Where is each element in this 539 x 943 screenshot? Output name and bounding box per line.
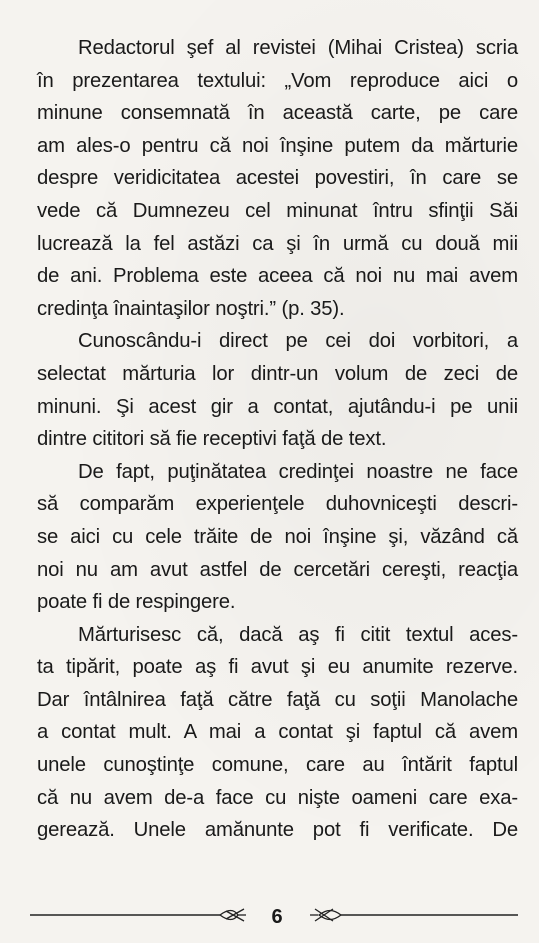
text-line: De fapt, puţinătatea credinţei noastre ne face xyxy=(78,460,518,483)
text-line: Cunoscându-i direct pe cei doi vorbitori, a xyxy=(78,330,518,353)
text-line: a contat mult. A mai a contat şi faptul că avem xyxy=(37,721,518,744)
text-line: minune consemnată în această carte, pe care xyxy=(37,102,518,125)
ornament-left-icon xyxy=(220,909,246,921)
text-line: vede că Dumnezeu cel minunat întru sfinţii Săi xyxy=(37,199,518,222)
text-line: poate fi de respingere. xyxy=(37,591,236,614)
paragraph-3 xyxy=(37,456,518,619)
text-line: să comparăm experienţele duhovniceşti descri- xyxy=(37,493,518,516)
text-line: se aici cu cele trăite de noi înşine şi, văzând că xyxy=(37,525,518,548)
paragraph-4 xyxy=(37,619,518,847)
text-line: gerează. Unele amănunte pot fi verificate. De xyxy=(37,819,518,842)
paragraph-2 xyxy=(37,325,518,455)
text-line: am ales-o pentru că noi înşine putem da mărturie xyxy=(37,134,518,157)
text-line: ta tipărit, poate aş fi avut şi eu anumite rezerve. xyxy=(37,656,518,679)
text-line: noi nu am avut astfel de cercetări cereşti, reacţia xyxy=(37,558,518,581)
ornament-right-icon xyxy=(310,909,341,921)
text-line: dintre cititori să fie receptivi faţă de text. xyxy=(37,428,387,451)
text-line: selectat mărturia lor dintr-un volum de zeci de xyxy=(37,362,518,385)
text-line: Mărturisesc că, dacă aş fi citit textul aces- xyxy=(78,623,518,646)
text-line: despre veridicitatea acestei povestiri, în care se xyxy=(37,167,518,190)
text-line: minuni. Şi acest gir a contat, ajutându-i pe unii xyxy=(37,395,518,418)
page-number: 6 xyxy=(271,906,283,928)
text-line: lucrează la fel astăzi ca şi în urmă cu două mii xyxy=(37,232,518,255)
paragraph-1 xyxy=(37,32,518,325)
text-line: în prezentarea textului: „Vom reproduce aici o xyxy=(37,69,518,92)
text-line: că nu avem de-a face cu nişte oameni care exa- xyxy=(37,786,518,809)
text-line: de ani. Problema este aceea că noi nu mai avem xyxy=(37,265,518,288)
text-line: Dar întâlnirea faţă către faţă cu soţii Manolache xyxy=(37,688,518,711)
body-text xyxy=(37,32,518,847)
text-line: credinţa înaintaşilor noştri.” (p. 35). xyxy=(37,297,345,320)
text-line: Redactorul şef al revistei (Mihai Cristea) scria xyxy=(78,37,518,59)
text-line: unele cunoştinţe comune, care au întărit faptul xyxy=(37,754,518,777)
